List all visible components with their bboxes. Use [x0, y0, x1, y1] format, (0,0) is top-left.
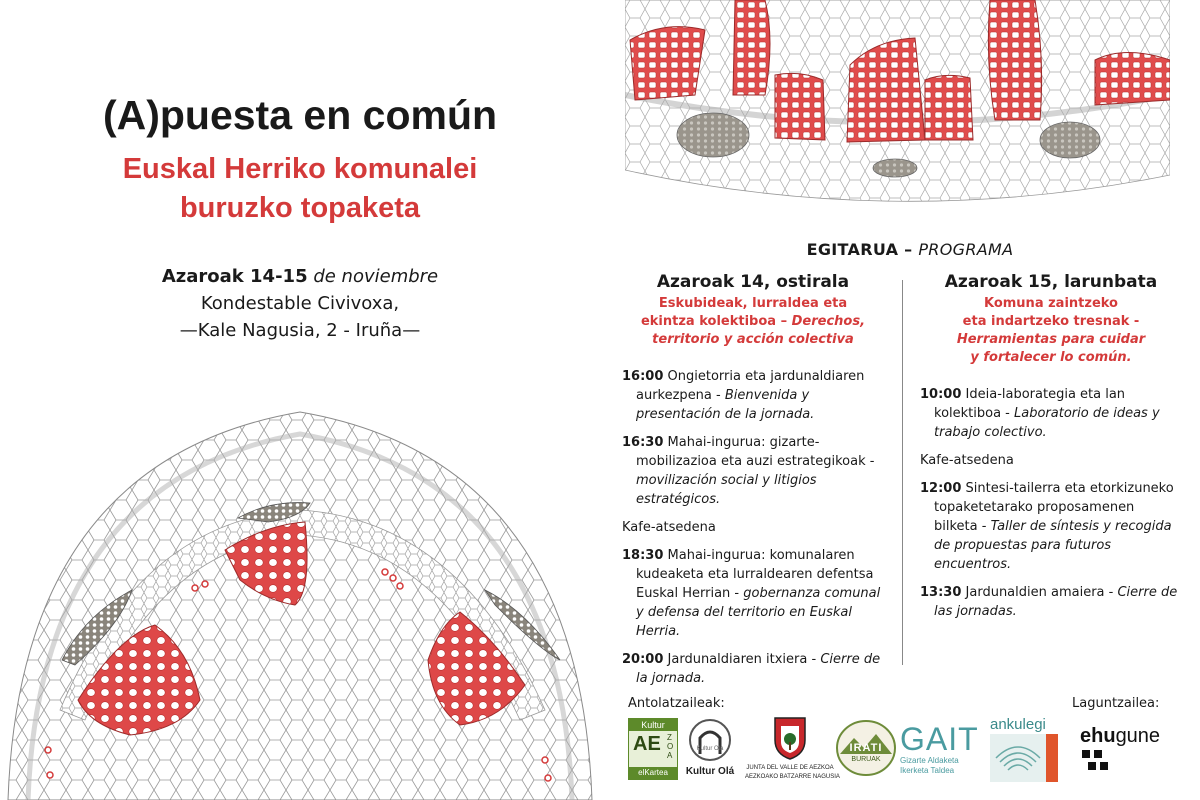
program-heading-es: PROGRAMA [918, 240, 1014, 259]
day1-theme-line3 [622, 331, 884, 349]
irati-sub: BURUAK [851, 756, 881, 763]
item-text-es: movilización social y litigios estratégicos. [636, 473, 817, 507]
item-text-eu: Ideia-laborategia eta lan kolektiboa - [934, 387, 1126, 421]
day2-theme-line3 [920, 331, 1182, 349]
item-time: 16:30 [622, 435, 664, 450]
event-title: (A)puesta en común [102, 92, 498, 138]
kultur-zoa-logo [628, 718, 678, 780]
coffee-break: Kafe-atsedena [622, 520, 716, 535]
item-text-eu: Mahai-ingurua: gizarte-mobilizazioa eta auzi estrategikoak - [636, 435, 875, 469]
item-text-eu: Mahai-ingurua: komunalaren kudeaketa eta lurraldearen defentsa Euskal Herrian - [636, 548, 874, 601]
schedule-item [622, 433, 884, 509]
organizers-label: Antolatzaileak: [628, 696, 725, 711]
coffee-break: Kafe-atsedena [920, 453, 1014, 468]
event-subtitle [0, 150, 600, 228]
day2-title: Azaroak 15, larunbata [944, 272, 1158, 292]
kultur-ola-logo [682, 718, 738, 780]
program-heading [620, 240, 1200, 259]
ankulegi-text: ankulegi [990, 716, 1046, 733]
day2-theme-line4 [920, 349, 1182, 367]
kultur-zoa-ae: AE [633, 733, 661, 755]
day1-theme-line2-es: Derechos, [791, 314, 866, 329]
ankulegi-logo [990, 716, 1062, 782]
day1-theme-line2-eu: ekintza kolektiboa – [640, 314, 788, 329]
ehugune-text [1080, 724, 1185, 748]
item-text-es: Taller de síntesis y recogida de propuestas para futuros encuentros. [934, 519, 1172, 572]
day1-schedule [622, 367, 884, 688]
dates-es: de noviembre [313, 266, 439, 287]
kultur-zoa-top: Kultur [629, 719, 677, 731]
schedule-item [622, 367, 884, 424]
event-details [0, 263, 600, 344]
column-divider [902, 280, 903, 665]
item-text-es: Bienvenida y presentación de la jornada. [636, 388, 815, 422]
aezkoa-shield-icon [745, 716, 835, 760]
kultur-zoa-bottom: elKartea [629, 767, 677, 779]
day2-theme-line1: Komuna zaintzeko [983, 296, 1118, 311]
aezkoa-line1: JUNTA DEL VALLE DE AEZKOA [746, 765, 834, 771]
ehu-emblem-icon [1080, 748, 1120, 774]
plant-tissue-illustration [625, 0, 1170, 215]
day1-column [622, 272, 884, 697]
schedule-item [920, 583, 1182, 621]
item-text-es: Cierre de la jornada. [636, 652, 881, 686]
day2-theme-line2: eta indartzeko tresnak - [962, 314, 1140, 329]
day2-column [920, 272, 1182, 630]
program-heading-eu: EGITARUA – [806, 240, 913, 259]
kultur-ola-small: Kultur Ola [696, 746, 724, 752]
subtitle-line-2: buruzko topaketa [179, 192, 421, 224]
day2-theme-line4-es: y fortalecer lo común. [970, 350, 1132, 365]
day1-theme-line2 [622, 313, 884, 331]
event-venue: Kondestable Civivoxa, [200, 293, 400, 314]
item-time: 16:00 [622, 369, 664, 384]
schedule-item [920, 479, 1182, 574]
gait-logo [900, 722, 990, 778]
gait-text: GAIT [900, 721, 979, 757]
kultur-ola-text: Kultur Olá [685, 766, 735, 777]
item-text-eu: Jardunaldien amaiera - [965, 585, 1114, 600]
day1-title: Azaroak 14, ostirala [656, 272, 850, 292]
aezkoa-line2: AEZKOAKO BATZARRE NAGUSIA [745, 774, 840, 780]
day2-theme-line3-es: Herramientas para cuidar [956, 332, 1146, 347]
item-text-eu: Sintesi-tailerra eta etorkizuneko topaketetarako proposamenen bilketa - [934, 481, 1174, 534]
schedule-item [622, 650, 884, 688]
gait-sub1: Gizarte Aldaketa [900, 756, 959, 765]
item-text-eu: Ongietorria eta jardunaldiaren aurkezpena - [636, 369, 865, 403]
item-text-es: gobernanza comunal y defensa del territorio en Euskal Herria. [636, 586, 881, 639]
ehu-text: ehu [1080, 725, 1116, 747]
schedule-item [920, 385, 1182, 442]
event-dates [0, 263, 600, 290]
item-time: 18:30 [622, 548, 664, 563]
item-text-es: Cierre de las jornadas. [934, 585, 1178, 619]
event-address: —Kale Nagusia, 2 - Iruña— [179, 320, 421, 341]
item-text-es: Laboratorio de ideas y trabajo colectivo. [934, 406, 1160, 440]
item-time: 10:00 [920, 387, 962, 402]
kultur-zoa-side: ZOA [667, 733, 674, 760]
kultur-ola-arch-icon [682, 718, 738, 762]
day1-theme-line3-es: territorio y acción colectiva [652, 332, 854, 347]
dates-eu: Azaroak 14-15 [161, 266, 308, 287]
item-time: 20:00 [622, 652, 664, 667]
day1-theme [622, 295, 884, 349]
plant-stem-illustration [0, 400, 600, 800]
day1-theme-line1: Eskubideak, lurraldea eta [658, 296, 848, 311]
ehugune-logo [1080, 724, 1185, 780]
gune-text: gune [1115, 725, 1161, 747]
subtitle-line-1: Euskal Herriko komunalei [122, 153, 478, 185]
irati-buruak-logo [836, 720, 896, 776]
gait-sub2: Ikerketa Taldea [900, 766, 955, 775]
aezkoa-logo [745, 716, 840, 782]
supporter-label: Laguntzailea: [1072, 696, 1160, 711]
irati-text: IRATI [849, 742, 883, 754]
day2-schedule [920, 385, 1182, 621]
item-time: 12:00 [920, 481, 962, 496]
schedule-item [622, 546, 884, 641]
day2-theme [920, 295, 1182, 367]
item-time: 13:30 [920, 585, 962, 600]
ankulegi-fingerprint-icon [990, 734, 1062, 782]
item-text-eu: Jardunaldiaren itxiera - [667, 652, 817, 667]
